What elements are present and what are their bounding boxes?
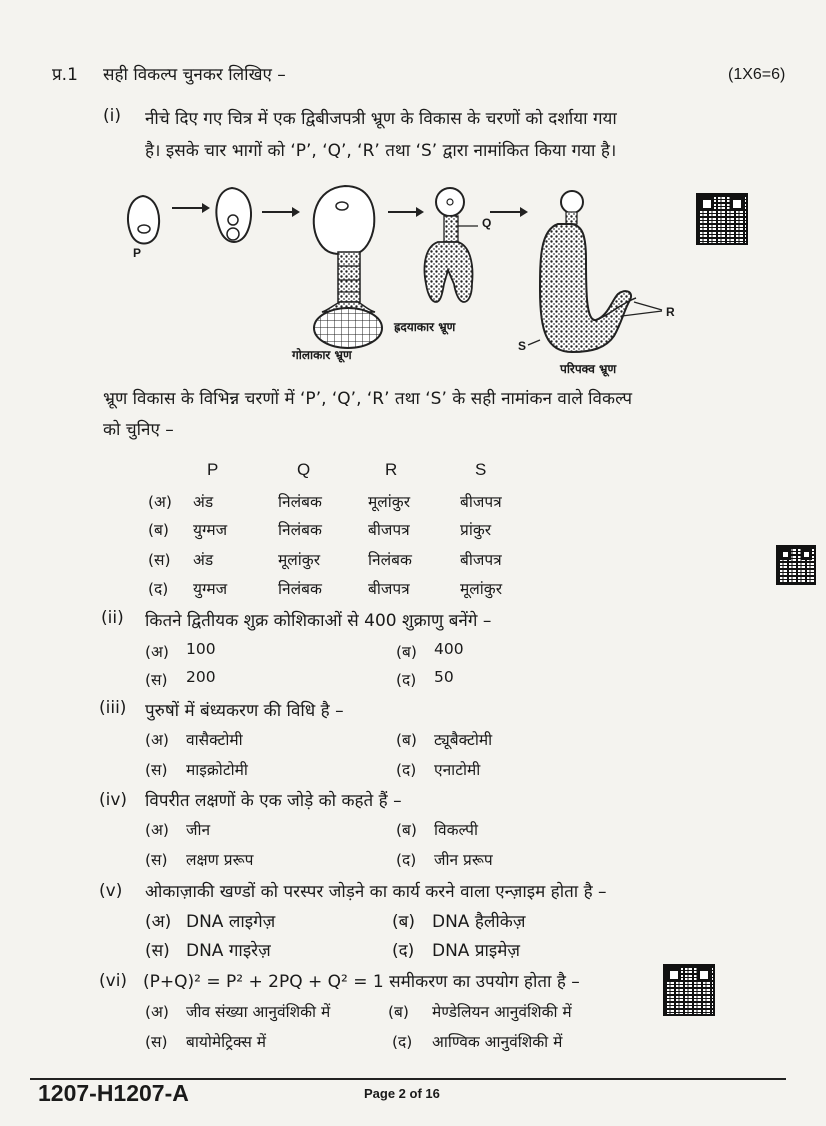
q6-option-c-label: (स) [145, 1033, 168, 1051]
q3-option-a-label: (अ) [145, 731, 169, 749]
q2-option-c-label: (स) [145, 671, 168, 689]
q3-option-b-label: (ब) [396, 731, 417, 749]
qr-code-3 [663, 964, 715, 1016]
col-header-p: P [207, 460, 219, 479]
qr-code-2 [776, 545, 816, 585]
q5-option-b: DNA हैलीकेज़ [432, 912, 526, 932]
row-d-label: (द) [148, 580, 169, 598]
row-c-s: बीजपत्र [460, 551, 502, 569]
q2-option-a-label: (अ) [145, 643, 169, 661]
q4-option-b: विकल्पी [434, 821, 479, 839]
heart-embryo [425, 188, 479, 302]
globular-embryo [314, 186, 382, 348]
q4-option-d-label: (द) [396, 851, 417, 869]
section-instruction: सही विकल्प चुनकर लिखिए – [103, 65, 286, 85]
q5-option-c: DNA गाइरेज़ [186, 941, 271, 961]
row-b-q: निलंबक [278, 521, 322, 539]
row-b-s: प्रांकुर [460, 521, 492, 539]
row-c-r: निलंबक [368, 551, 412, 569]
q2-number: (ii) [101, 608, 124, 628]
two-cell-stage [216, 188, 251, 242]
q5-option-a-label: (अ) [145, 912, 172, 932]
q1-number: (i) [103, 106, 121, 126]
q6-option-a-label: (अ) [145, 1003, 169, 1021]
q2-option-b-label: (ब) [396, 643, 417, 661]
q3-option-a: वासैक्टोमी [186, 731, 243, 749]
q6-option-d: आण्विक आनुवंशिकी में [432, 1033, 563, 1051]
row-d-r: बीजपत्र [368, 580, 410, 598]
col-header-r: R [385, 460, 398, 479]
q4-option-a-label: (अ) [145, 821, 169, 839]
row-a-r: मूलांकुर [368, 493, 411, 511]
q2-option-c: 200 [186, 668, 216, 686]
row-b-label: (ब) [148, 521, 169, 539]
row-c-q: मूलांकुर [278, 551, 321, 569]
label-globular: गोलाकार भ्रूण [292, 348, 352, 362]
q2-option-a: 100 [186, 640, 216, 658]
zygote-stage [128, 196, 159, 244]
q4-option-b-label: (ब) [396, 821, 417, 839]
q2-option-b: 400 [434, 640, 464, 658]
q3-option-d-label: (द) [396, 761, 417, 779]
q5-option-d-label: (द) [392, 941, 415, 961]
q1-text-line1: नीचे दिए गए चित्र में एक द्विबीजपत्री भ्रूण के विकास के चरणों को दर्शाया गया [145, 109, 617, 129]
q6-text: (P+Q)² = P² + 2PQ + Q² = 1 समीकरण का उपयोग होता है – [143, 972, 580, 992]
label-q: Q [482, 216, 492, 230]
mature-embryo [528, 191, 662, 352]
q5-option-d: DNA प्राइमेज़ [432, 941, 521, 961]
row-a-p: अंड [193, 493, 214, 511]
q5-option-a: DNA लाइगेज़ [186, 912, 276, 932]
q3-option-c-label: (स) [145, 761, 168, 779]
arrow-3-head [416, 207, 424, 217]
arrow-4-head [520, 207, 528, 217]
q5-option-c-label: (स) [145, 941, 170, 961]
question-number: प्र.1 [52, 65, 78, 85]
row-d-p: युग्मज [193, 580, 228, 598]
q4-number: (iv) [99, 790, 128, 810]
q6-number: (vi) [99, 971, 128, 991]
row-c-p: अंड [193, 551, 214, 569]
q3-option-b: ट्यूबैक्टोमी [434, 731, 493, 749]
q4-option-c-label: (स) [145, 851, 168, 869]
row-b-p: युग्मज [193, 521, 228, 539]
row-c-label: (स) [148, 551, 171, 569]
arrow-2-head [292, 207, 300, 217]
q2-text: कितने द्वितीयक शुक्र कोशिकाओं से 400 शुक्राणु बनेंगे – [145, 611, 492, 631]
q1-text-line2: है। इसके चार भागों को ‘P’, ‘Q’, ‘R’ तथा ‘S’ द्वारा नामांकित किया गया है। [145, 141, 617, 161]
q2-option-d: 50 [434, 668, 454, 686]
q6-option-d-label: (द) [392, 1033, 413, 1051]
q4-option-d: जीन प्ररूप [434, 851, 493, 869]
label-p: P [133, 246, 142, 260]
q4-text: विपरीत लक्षणों के एक जोड़े को कहते हैं – [145, 791, 402, 811]
arrow-1-head [202, 203, 210, 213]
row-a-s: बीजपत्र [460, 493, 502, 511]
q5-number: (v) [99, 881, 123, 901]
q3-option-c: माइक्रोटोमी [186, 761, 248, 779]
q4-option-a: जीन [186, 821, 211, 839]
label-s: S [518, 339, 527, 353]
q6-option-c: बायोमेट्रिक्स में [186, 1033, 266, 1051]
q5-text: ओकाज़ाकी खण्डों को परस्पर जोड़ने का कार्य करने वाला एन्ज़ाइम होता है – [145, 882, 607, 902]
q4-option-c: लक्षण प्ररूप [186, 851, 254, 869]
row-a-q: निलंबक [278, 493, 322, 511]
q3-number: (iii) [99, 698, 127, 718]
q1-prompt-line1: भ्रूण विकास के विभिन्न चरणों में ‘P’, ‘Q’, ‘R’ तथा ‘S’ के सही नामांकन वाले विकल्प [103, 389, 633, 409]
q3-option-d: एनाटोमी [434, 761, 481, 779]
paper-code: 1207-H1207-A [38, 1080, 189, 1106]
label-r: R [666, 305, 675, 319]
marks-label: (1X6=6) [728, 66, 786, 83]
qr-code-1 [696, 193, 748, 245]
q6-option-b: मेण्डेलियन आनुवंशिकी में [432, 1003, 572, 1021]
label-heart: ह्रदयाकार भ्रूण [394, 320, 456, 334]
row-b-r: बीजपत्र [368, 521, 410, 539]
col-header-q: Q [297, 460, 311, 479]
row-d-q: निलंबक [278, 580, 322, 598]
q1-prompt-line2: को चुनिए – [103, 420, 174, 440]
q2-option-d-label: (द) [396, 671, 417, 689]
q5-option-b-label: (ब) [392, 912, 415, 932]
page-number: Page 2 of 16 [364, 1086, 440, 1101]
q6-option-a: जीव संख्या आनुवंशिकी में [186, 1003, 331, 1021]
embryo-development-diagram [110, 180, 710, 380]
label-mature: परिपक्व भ्रूण [560, 362, 617, 376]
row-d-s: मूलांकुर [460, 580, 503, 598]
col-header-s: S [475, 460, 487, 479]
q3-text: पुरुषों में बंध्यकरण की विधि है – [145, 701, 344, 721]
row-a-label: (अ) [148, 493, 172, 511]
q6-option-b-label: (ब) [388, 1003, 409, 1021]
